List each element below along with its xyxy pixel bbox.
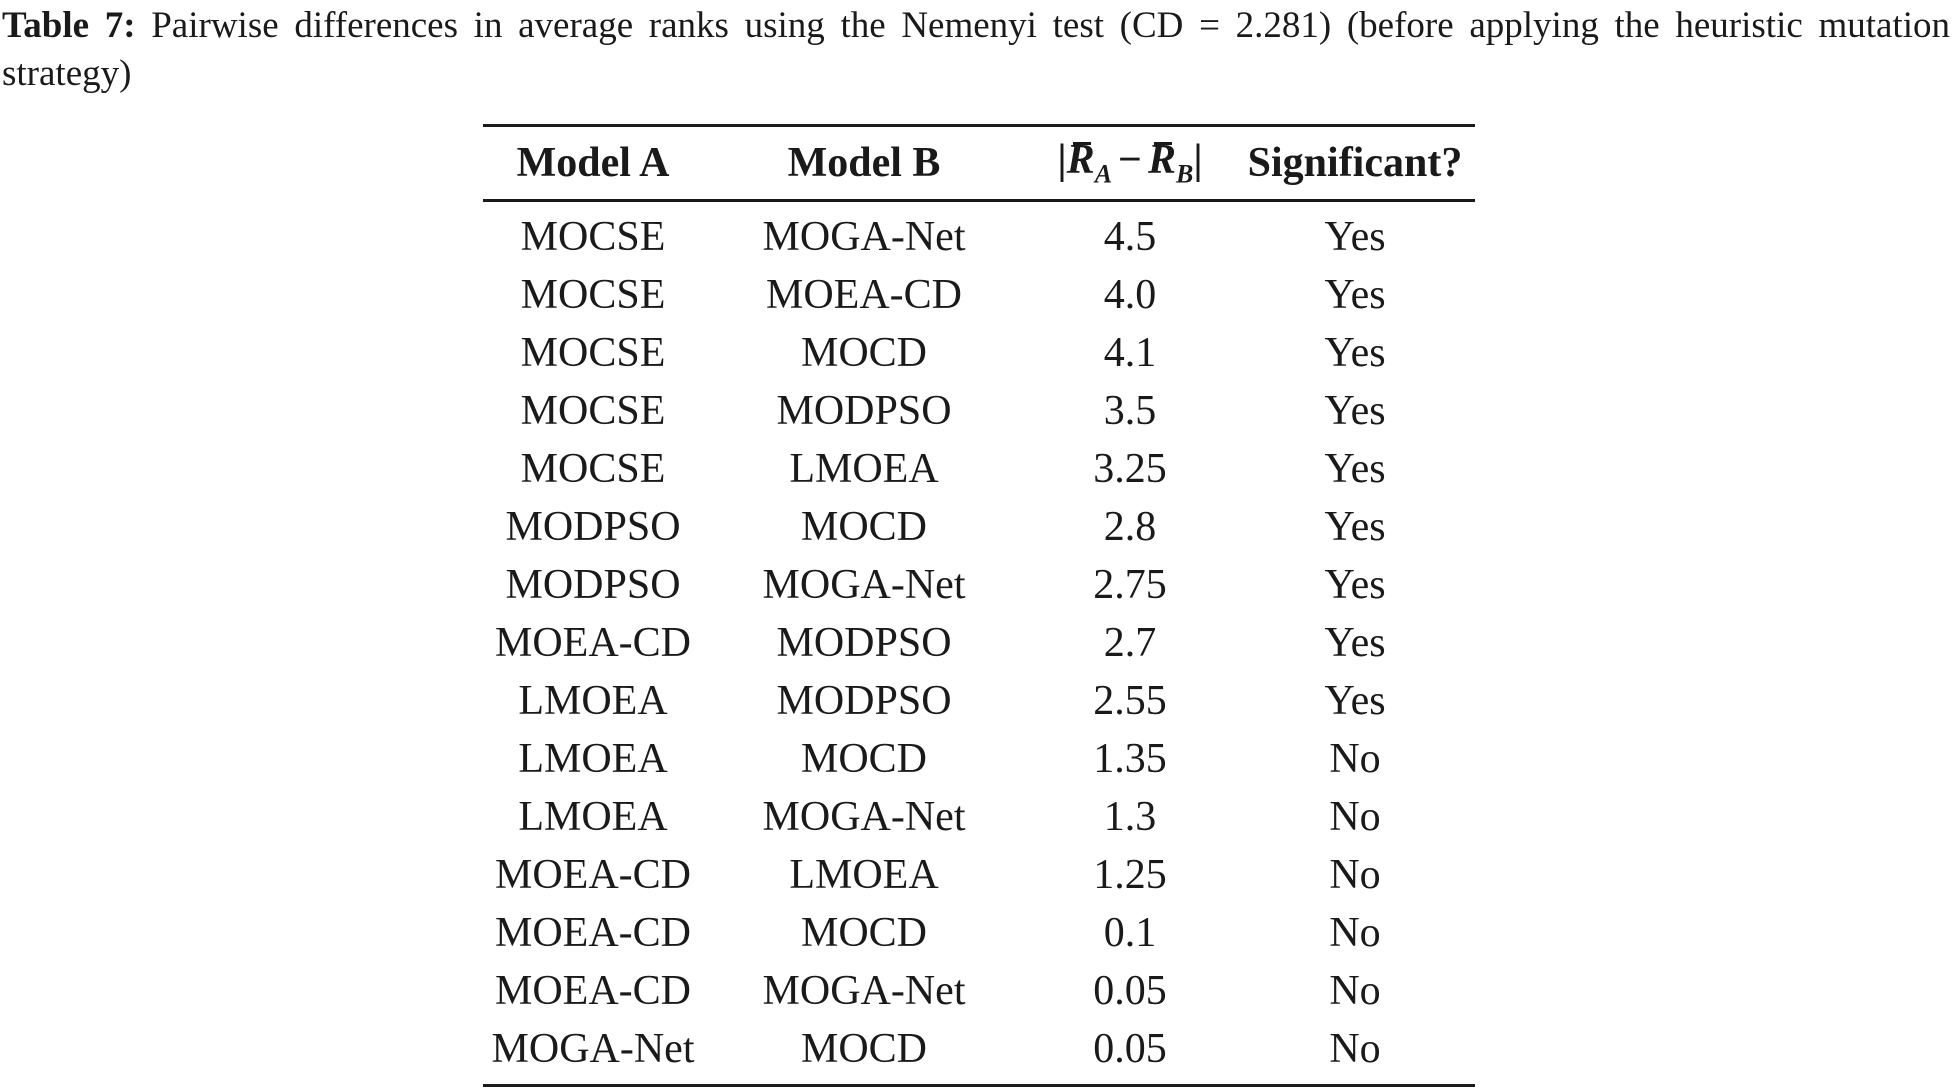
- table-row: [483, 440, 1475, 498]
- cell-model-a: MOCSE: [520, 214, 666, 260]
- table-row: [483, 324, 1475, 382]
- cell-rank-difference: 2.75: [1093, 562, 1167, 608]
- cell-model-a: MOEA-CD: [495, 620, 691, 666]
- cell-model-a: MOEA-CD: [495, 968, 691, 1014]
- cell-model-a: MOCSE: [520, 272, 666, 318]
- table-row: [483, 1020, 1475, 1086]
- table-row: [483, 730, 1475, 788]
- cell-significant: No: [1329, 968, 1381, 1014]
- cell-significant: Yes: [1324, 214, 1386, 260]
- cell-model-a: MOGA-Net: [491, 1026, 695, 1072]
- cell-model-a: MODPSO: [505, 504, 681, 550]
- cell-model-b: MOCD: [800, 910, 928, 956]
- cell-model-b: MOCD: [800, 736, 928, 782]
- header-model-b: Model B: [787, 140, 941, 186]
- cell-significant: Yes: [1324, 504, 1386, 550]
- cell-model-b: MODPSO: [776, 678, 952, 724]
- table-row: [483, 614, 1475, 672]
- header-model-a: Model A: [516, 140, 670, 186]
- cell-model-b: MOCD: [800, 504, 928, 550]
- table-row: [483, 788, 1475, 846]
- table-row: [483, 498, 1475, 556]
- cell-significant: Yes: [1324, 562, 1386, 608]
- cell-model-b: MOGA-Net: [762, 562, 966, 608]
- cell-model-b: LMOEA: [789, 446, 939, 492]
- table-row: [483, 556, 1475, 614]
- cell-rank-difference: 1.35: [1093, 736, 1167, 782]
- cell-rank-difference: 2.55: [1093, 678, 1167, 724]
- cell-rank-difference: 2.8: [1103, 504, 1157, 550]
- caption-text: Pairwise differences in average ranks using the Nemenyi test (CD = 2.281) (before applying the heuristic mutation strategy): [2, 5, 1950, 94]
- cell-significant: No: [1329, 852, 1381, 898]
- cell-rank-difference: 0.05: [1093, 1026, 1167, 1072]
- table-row: [483, 672, 1475, 730]
- cell-significant: Yes: [1324, 620, 1386, 666]
- cell-model-a: MODPSO: [505, 562, 681, 608]
- cell-model-b: MOEA-CD: [766, 272, 962, 318]
- cell-model-b: LMOEA: [789, 852, 939, 898]
- cell-model-a: MOEA-CD: [495, 910, 691, 956]
- table-row: [483, 382, 1475, 440]
- cell-model-b: MOCD: [800, 330, 928, 376]
- header-rank-difference: [1025, 126, 1235, 201]
- table-row: [483, 846, 1475, 904]
- table-body: [483, 201, 1475, 1086]
- cell-significant: No: [1329, 1026, 1381, 1072]
- table-caption: [2, 2, 1950, 98]
- rank-difference-formula: $|R_A - R_B|$: [1057, 137, 1203, 189]
- table-header-row: [483, 126, 1475, 201]
- table-row: [483, 904, 1475, 962]
- cell-significant: Yes: [1324, 272, 1386, 318]
- cell-model-a: MOCSE: [520, 388, 666, 434]
- results-table-container: [483, 124, 1475, 1087]
- table-row: [483, 266, 1475, 324]
- cell-rank-difference: 1.3: [1103, 794, 1157, 840]
- cell-model-a: MOEA-CD: [495, 852, 691, 898]
- cell-model-a: LMOEA: [518, 794, 668, 840]
- cell-rank-difference: 0.1: [1103, 910, 1157, 956]
- table-row: [483, 962, 1475, 1020]
- cell-significant: Yes: [1324, 678, 1386, 724]
- cell-rank-difference: 4.0: [1103, 272, 1157, 318]
- cell-model-b: MOGA-Net: [762, 214, 966, 260]
- cell-model-b: MOGA-Net: [762, 968, 966, 1014]
- cell-significant: No: [1329, 910, 1381, 956]
- cell-rank-difference: 3.5: [1103, 388, 1157, 434]
- cell-rank-difference: 0.05: [1093, 968, 1167, 1014]
- cell-rank-difference: 4.1: [1103, 330, 1157, 376]
- cell-significant: Yes: [1324, 330, 1386, 376]
- cell-significant: Yes: [1324, 388, 1386, 434]
- results-table: [483, 124, 1475, 1087]
- cell-model-a: MOCSE: [520, 330, 666, 376]
- cell-rank-difference: 2.7: [1103, 620, 1157, 666]
- table-row: [483, 201, 1475, 267]
- cell-model-a: MOCSE: [520, 446, 666, 492]
- cell-model-a: LMOEA: [518, 736, 668, 782]
- cell-rank-difference: 4.5: [1103, 214, 1157, 260]
- cell-significant: Yes: [1324, 446, 1386, 492]
- cell-model-b: MOGA-Net: [762, 794, 966, 840]
- cell-rank-difference: 1.25: [1093, 852, 1167, 898]
- cell-significant: No: [1329, 736, 1381, 782]
- cell-model-a: LMOEA: [518, 678, 668, 724]
- header-significant: Significant?: [1247, 140, 1463, 186]
- cell-model-b: MOCD: [800, 1026, 928, 1072]
- cell-model-b: MODPSO: [776, 620, 952, 666]
- cell-rank-difference: 3.25: [1093, 446, 1167, 492]
- cell-significant: No: [1329, 794, 1381, 840]
- cell-model-b: MODPSO: [776, 388, 952, 434]
- caption-label: Table 7:: [2, 5, 136, 46]
